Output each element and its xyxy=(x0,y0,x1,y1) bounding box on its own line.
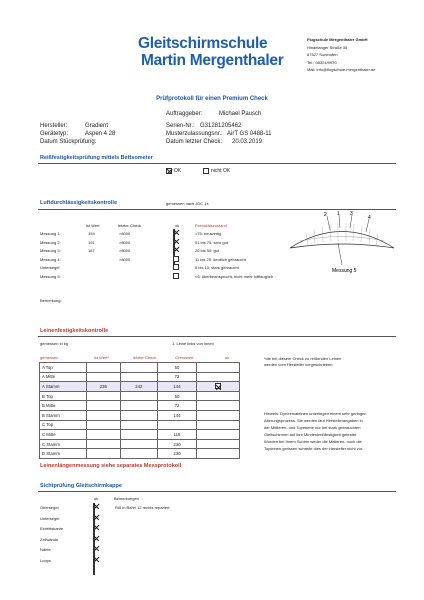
cell-ok xyxy=(197,449,240,459)
luft-row-label: Messung 5: xyxy=(40,273,61,279)
glider-diagram xyxy=(286,210,398,290)
list-item xyxy=(40,547,51,558)
cell-ist xyxy=(87,372,121,382)
hinweis-line: Gleitschirmen auf ihre Mindestreißfestigkeit getestet. xyxy=(264,432,358,437)
luft-row-letzter: >8000 xyxy=(119,248,131,253)
cell-letzter xyxy=(120,430,157,440)
serie-value: G31281205462 xyxy=(200,123,242,129)
cell-ok xyxy=(197,391,240,401)
bettsometer-nicht-ok-label: nicht OK xyxy=(211,168,231,174)
cell-ist xyxy=(87,449,121,459)
table-row xyxy=(40,410,240,420)
sicht-label: Untersegel xyxy=(40,515,60,521)
cell-name: B Stamm xyxy=(40,410,87,420)
table-row xyxy=(40,401,240,411)
sicht-col-bem: Bemerkungen xyxy=(114,496,139,501)
measure-number: 4 xyxy=(368,215,371,221)
hersteller-label: Hersteller: xyxy=(40,123,68,129)
luft-row-checkbox[interactable] xyxy=(173,264,179,270)
measure-pointers xyxy=(327,215,369,265)
luft-rows xyxy=(40,231,273,282)
cell-grenz: 144 xyxy=(157,382,196,392)
divider xyxy=(38,491,396,492)
client-value: Michael Pausch xyxy=(219,111,262,117)
cell-name: A Stamm xyxy=(40,382,87,392)
leinen-table xyxy=(39,362,240,459)
address-line: Flugschule Mergenthaler GmbH xyxy=(307,37,368,42)
hersteller-value: Gradient xyxy=(85,123,109,129)
cell-ist xyxy=(87,420,121,430)
luft-row-checkbox[interactable] xyxy=(173,256,179,262)
cell-ist xyxy=(87,410,121,420)
diagram-caption: Messung 5 xyxy=(332,268,357,274)
typ-value: Aspen 4 28 xyxy=(85,131,116,137)
check-value: 20.03.2019 xyxy=(232,139,263,145)
cell-name: C Mitte xyxy=(40,430,87,440)
luft-row xyxy=(40,248,220,257)
cell-ok xyxy=(197,410,240,420)
leinen-col-gemessen: gemessen xyxy=(40,355,59,360)
hinweis-note xyxy=(264,410,367,452)
glider-rib-line xyxy=(300,237,384,242)
luft-scale-item: 11 bis 25: deutlich gebraucht xyxy=(195,256,246,262)
cell-letzter xyxy=(120,420,157,430)
bettsometer-ok-label: OK xyxy=(174,168,182,174)
serie-label: Serien-Nr.: xyxy=(166,123,195,129)
cell-grenz: 50 xyxy=(157,391,196,401)
cell-letzter: 242 xyxy=(120,382,157,392)
measure-number: 3 xyxy=(350,211,353,217)
list-item xyxy=(40,557,51,569)
laengen-title: Leinenlängenmessung siehe separates Messprotokoll xyxy=(40,463,182,469)
luft-row-checkbox[interactable] xyxy=(173,273,179,279)
hinweis-line: Wurden bei Ihrem Schirm weder die Mittleren- noch die xyxy=(264,439,362,444)
luft-scale-item: 26 bis 50: gut xyxy=(195,248,220,253)
table-row xyxy=(40,439,240,449)
sicht-title: Sichtprüfung Gleitschirmkappe xyxy=(40,483,122,489)
cell-name: A Top xyxy=(40,363,87,373)
cell-ok xyxy=(197,420,240,430)
stueck-label: Datum Stückprüfung: xyxy=(40,139,97,145)
address-line: 87527 Sonthofen xyxy=(307,52,338,57)
table-row xyxy=(40,430,240,440)
cell-ok xyxy=(197,401,240,411)
cell-ist xyxy=(87,430,121,440)
line-ok-checkbox[interactable] xyxy=(215,383,221,389)
leinen-gemessen: gemessen in kg xyxy=(40,341,69,346)
list-item xyxy=(40,536,59,548)
cell-name: B Mitte xyxy=(40,401,87,411)
sicht-label: Zellwände xyxy=(40,536,59,542)
luft-title: Luftdurchlässigkeitskontrolle xyxy=(40,200,118,206)
luft-row-ist: 154 xyxy=(88,231,95,236)
cell-ist: 236 xyxy=(87,382,121,392)
address-line: Hindelanger Straße 35 xyxy=(307,44,348,50)
leinen-title: Leinenfestigkeitskontrolle xyxy=(40,328,109,334)
star-note xyxy=(264,356,341,368)
address-block xyxy=(307,36,375,74)
cell-name: B Top xyxy=(40,391,87,401)
luft-col-ist: ist Wert xyxy=(86,223,100,228)
sicht-label: Obersegel xyxy=(40,505,59,510)
sicht-col-ok: ok xyxy=(94,496,99,501)
typ-label: Gerätetyp: xyxy=(40,131,69,137)
bettsometer-ok-checkbox[interactable] xyxy=(166,168,172,174)
luft-row xyxy=(40,273,273,283)
luft-row-letzter: >8000 xyxy=(119,256,131,262)
sicht-checkbox[interactable] xyxy=(93,556,95,575)
leinen-col-letzter: letzter Check xyxy=(133,355,157,360)
luft-row-label: Messung 3: xyxy=(40,248,61,253)
measure-number: 2 xyxy=(324,212,327,218)
luft-row-ist: 187 xyxy=(88,248,95,253)
table-row xyxy=(40,420,240,430)
leinen-note: 1. Leine links von innen xyxy=(172,341,214,346)
cell-ist xyxy=(87,363,121,373)
star-note-line: *die bei diesem Check zu reißenden Leinen xyxy=(264,356,342,361)
sicht-rows xyxy=(40,505,170,568)
luft-scale-item: <6: überbeansprucht, nicht mehr lufttauglich xyxy=(195,273,273,279)
luft-row xyxy=(40,265,239,274)
cell-letzter xyxy=(120,391,157,401)
list-item xyxy=(40,505,170,516)
sicht-label: Eintrittskante xyxy=(40,526,64,531)
cell-ist xyxy=(87,401,121,411)
cell-grenz: 115 xyxy=(157,430,196,440)
cell-grenz: 230 xyxy=(157,449,196,459)
cell-ok xyxy=(197,372,240,382)
cell-letzter xyxy=(120,372,157,382)
luft-row-label: Messung 1: xyxy=(40,231,61,236)
luft-row xyxy=(40,239,228,249)
star-note-line: werden vom Hersteller vorgeschrieben. xyxy=(264,362,334,367)
logo-line2: Martin Mergenthaler xyxy=(141,52,284,69)
cell-letzter xyxy=(120,439,157,449)
divider xyxy=(38,163,396,164)
luft-row-ist: 191 xyxy=(88,239,95,245)
cell-grenz xyxy=(157,420,196,430)
cell-letzter xyxy=(120,401,157,411)
cell-ist xyxy=(87,439,121,449)
client-label: Auftraggeber: xyxy=(166,111,203,117)
cell-grenz: 50 xyxy=(157,363,196,373)
table-row xyxy=(40,391,240,401)
luft-scale-item: 51 bis 75: sehr gut xyxy=(195,239,228,245)
divider xyxy=(38,336,396,337)
luft-row-label: Untersegel xyxy=(40,265,60,270)
bettsometer-title: Reißfestigkeitsprüfung mittels Bettsometer xyxy=(40,155,153,161)
page-title: Prüfprotokoll für einen Premium Check xyxy=(156,96,268,102)
cell-letzter xyxy=(120,410,157,420)
luft-col-poros: Porositätszustand xyxy=(195,223,227,228)
table-row xyxy=(40,363,240,373)
table-row xyxy=(40,372,240,382)
table-row xyxy=(40,382,240,392)
check-label: Datum letzter Check: xyxy=(166,139,223,145)
leinen-col-grenz: Grenzwert xyxy=(175,355,194,360)
cell-name: C Stamm xyxy=(40,439,87,449)
cell-grenz: 72 xyxy=(157,372,196,382)
luft-row-letzter: >8000 xyxy=(119,239,131,245)
luft-row-label: Messung 4: xyxy=(40,256,61,262)
school-logo xyxy=(138,35,284,69)
bettsometer-nicht-ok-checkbox[interactable] xyxy=(203,168,209,174)
cell-letzter xyxy=(120,449,157,459)
luft-scale-item: 6 bis 10: stark gebraucht xyxy=(195,265,239,270)
address-line: Tel.: 08321/9970 xyxy=(307,59,337,65)
luft-gemessen: gemessen nach JDC 1s xyxy=(166,201,209,206)
logo-line1: Gleitschirmschule xyxy=(138,35,268,52)
cell-ok xyxy=(197,439,240,449)
muster-value: AirT GS 0488-11 xyxy=(227,131,272,137)
cell-letzter xyxy=(120,363,157,373)
list-item xyxy=(40,526,64,537)
cell-name: C Top xyxy=(40,420,87,430)
cell-ist xyxy=(87,391,121,401)
luft-scale-item: >75: neuwertig xyxy=(195,231,222,236)
cell-ok xyxy=(197,430,240,440)
luft-row xyxy=(40,231,222,240)
hinweis-line: Topleinen gerissen schreibt dies der Hersteller nicht vor. xyxy=(264,446,364,451)
leinen-col-ist: ist Wert* xyxy=(94,355,110,360)
cell-name: D Stamm xyxy=(40,449,87,459)
table-row xyxy=(40,449,240,459)
cell-name: A Mitte xyxy=(40,372,87,382)
sicht-bemerkung: Riß in Bahn 12 rechts repariert xyxy=(115,505,170,510)
address-line: Mail: info@flugschule-mergenthaler.de xyxy=(307,67,376,72)
sicht-label: Nähte xyxy=(40,547,51,552)
cell-ok xyxy=(197,382,240,392)
luft-row-label: Messung 2: xyxy=(40,239,61,245)
sicht-label: Loops xyxy=(40,557,51,563)
cell-grenz: 72 xyxy=(157,401,196,411)
bemerkung-label: Bemerkung: xyxy=(40,298,62,303)
hinweis-line: Hinweis: Dyneemaleinen unterliegen einem sehr geringen xyxy=(264,411,367,416)
leinen-col-ok: ok xyxy=(225,355,230,360)
luft-col-ok: ok xyxy=(175,223,180,228)
luft-col-letzter: letzter Check xyxy=(118,223,142,228)
cell-grenz: 144 xyxy=(157,410,196,420)
luft-row-letzter: >8000 xyxy=(119,231,131,236)
luft-row xyxy=(40,256,246,266)
hinweis-line: der Mittleren- und Topebene nur bei stark gebrauchten xyxy=(264,425,361,430)
cell-ok xyxy=(197,363,240,373)
cell-grenz: 230 xyxy=(157,439,196,449)
muster-label: Musterzulassungsnr.: xyxy=(166,131,223,137)
list-item xyxy=(40,515,60,527)
measure-number: 1 xyxy=(337,211,340,217)
hinweis-line: Alterungsprozess. Sie werden laut Herstellerangaben in xyxy=(264,418,363,423)
